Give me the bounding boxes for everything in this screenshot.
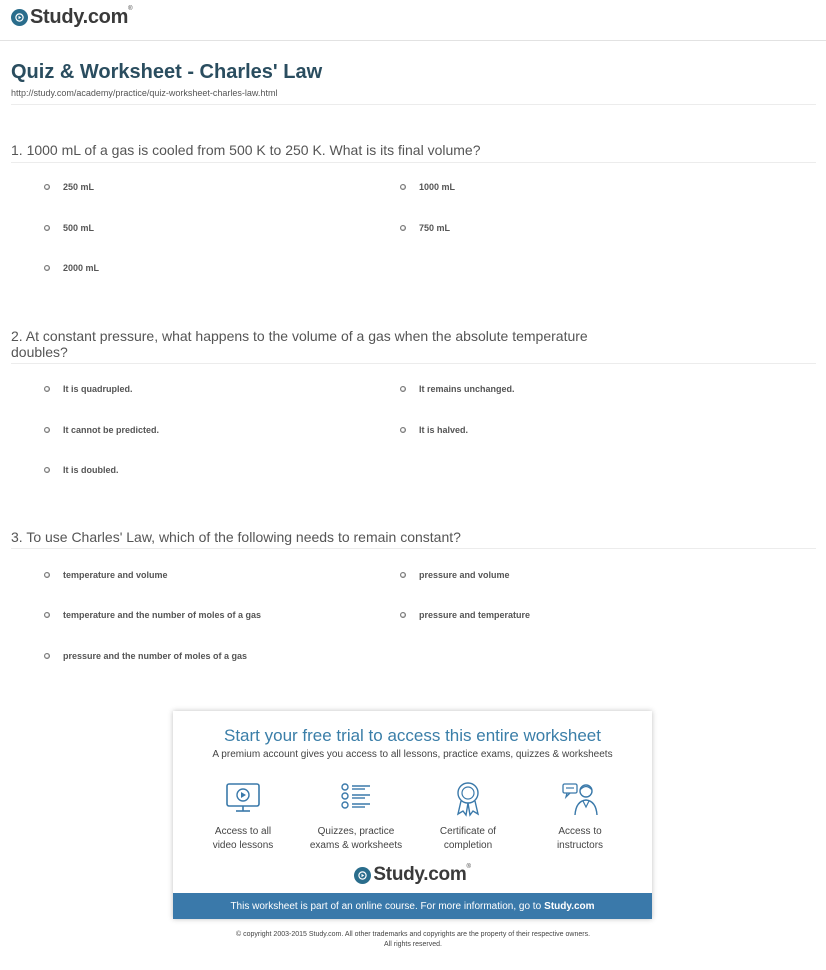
study-logo[interactable] [11, 6, 132, 29]
question-1 [11, 142, 816, 273]
radio-icon[interactable] [400, 225, 406, 231]
free-trial-promo [173, 711, 652, 919]
answer-option[interactable]: 2000 mL [44, 263, 99, 273]
question-3 [11, 529, 816, 661]
question-divider [11, 162, 816, 163]
radio-icon[interactable] [400, 386, 406, 392]
answer-option[interactable]: 500 mL [44, 223, 94, 233]
answer-option[interactable]: It is halved. [400, 425, 468, 435]
logo-text: Study.com® [373, 864, 471, 885]
promo-study-logo[interactable] [173, 864, 652, 886]
study-link[interactable]: Study.com [544, 900, 595, 912]
feature-instructors [525, 781, 635, 853]
radio-icon[interactable] [44, 612, 50, 618]
promo-footer-bar [173, 893, 652, 919]
promo-footer-text: This worksheet is part of an online course. For more information, go to [230, 900, 542, 912]
answer-option[interactable]: 1000 mL [400, 182, 455, 192]
answer-option[interactable]: It is quadrupled. [44, 384, 133, 394]
answer-option[interactable]: temperature and the number of moles of a gas [44, 610, 261, 620]
answer-option[interactable]: 250 mL [44, 182, 94, 192]
question-text: 3. To use Charles' Law, which of the following needs to remain constant? [11, 529, 461, 545]
radio-icon[interactable] [44, 184, 50, 190]
radio-icon[interactable] [400, 184, 406, 190]
radio-icon[interactable] [400, 427, 406, 433]
play-icon [354, 867, 371, 884]
feature-label: Quizzes, practice exams & worksheets [309, 826, 403, 851]
question-divider [11, 548, 816, 549]
radio-icon[interactable] [44, 265, 50, 271]
question-text: 1. 1000 mL of a gas is cooled from 500 K to 250 K. What is its final volume? [11, 142, 481, 158]
answer-option[interactable]: It remains unchanged. [400, 384, 515, 394]
answer-option[interactable]: pressure and volume [400, 570, 510, 580]
radio-icon[interactable] [400, 612, 406, 618]
radio-icon[interactable] [44, 386, 50, 392]
promo-subline: A premium account gives you access to all lessons, practice exams, quizzes & worksheets [212, 749, 613, 760]
feature-label: Access to instructors [556, 826, 604, 851]
header-divider [0, 40, 826, 41]
answer-option[interactable]: It cannot be predicted. [44, 425, 159, 435]
instructor-icon [561, 781, 599, 817]
answer-option[interactable]: pressure and temperature [400, 610, 530, 620]
feature-certificate [413, 781, 523, 853]
quiz-list-icon [337, 781, 375, 817]
feature-video-lessons [188, 781, 298, 853]
logo-text: Study.com® [30, 6, 133, 28]
feature-label: Certificate of completion [439, 826, 497, 851]
certificate-icon [449, 781, 487, 817]
page-title: Quiz & Worksheet - Charles' Law [11, 61, 323, 83]
video-lesson-icon [224, 781, 262, 817]
feature-quizzes [301, 781, 411, 853]
feature-label: Access to all video lessons [212, 826, 274, 851]
title-divider [11, 104, 816, 105]
question-2 [11, 328, 816, 475]
promo-headline[interactable]: Start your free trial to access this entire worksheet [224, 726, 601, 745]
answer-option[interactable]: temperature and volume [44, 570, 168, 580]
answer-option[interactable]: pressure and the number of moles of a gas [44, 651, 247, 661]
play-icon [11, 9, 28, 26]
radio-icon[interactable] [44, 572, 50, 578]
question-divider [11, 363, 816, 364]
answer-option[interactable]: It is doubled. [44, 465, 119, 475]
page-url: http://study.com/academy/practice/quiz-worksheet-charles-law.html [11, 88, 278, 98]
answer-option[interactable]: 750 mL [400, 223, 450, 233]
question-text: 2. At constant pressure, what happens to the volume of a gas when the absolute temperature doubles? [11, 328, 588, 360]
copyright: © copyright 2003-2015 Study.com. All other trademarks and copyrights are the property of their respective owners. All rights reserved. [235, 931, 591, 948]
radio-icon[interactable] [44, 427, 50, 433]
radio-icon[interactable] [44, 225, 50, 231]
radio-icon[interactable] [44, 653, 50, 659]
radio-icon[interactable] [44, 467, 50, 473]
radio-icon[interactable] [400, 572, 406, 578]
